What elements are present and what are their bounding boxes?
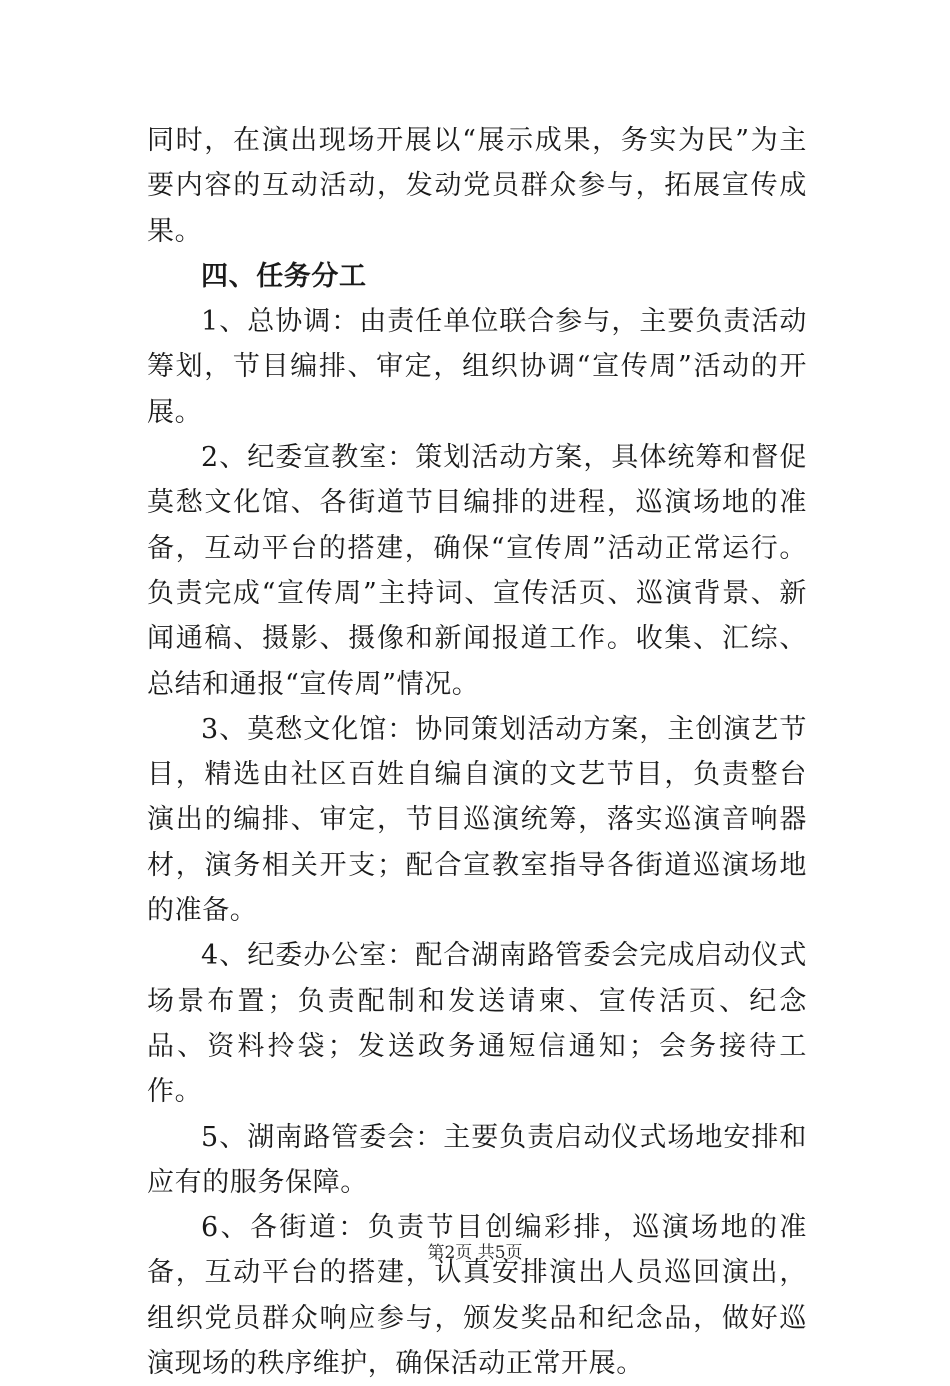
page-number-footer: 第2页 共5页 — [427, 1243, 523, 1263]
section-heading: 四、任务分工 — [201, 260, 367, 292]
paragraph-item-5: 5、湖南路管委会：主要负责启动仪式场地安排和应有的服务保障。 — [147, 1121, 807, 1198]
paragraph-intro-continued: 同时，在演出现场开展以“展示成果，务实为民”为主要内容的互动活动，发动党员群众参与，拓展宣传成果。 — [147, 125, 807, 247]
paragraph-item-1: 1、总协调：由责任单位联合参与，主要负责活动筹划，节目编排、审定，组织协调“宣传周”活动的开展。 — [147, 306, 807, 428]
paragraph-item-4: 4、纪委办公室：配合湖南路管委会完成启动仪式场景布置；负责配制和发送请柬、宣传活页、纪念品、资料拎袋；发送政务通短信通知；会务接待工作。 — [147, 940, 807, 1108]
paragraph-item-3: 3、莫愁文化馆：协同策划活动方案，主创演艺节目，精选由社区百姓自编自演的文艺节目，负责整台演出的编排、审定，节目巡演统筹，落实巡演音响器材，演务相关开支；配合宣教室指导各街道巡演场地的准备。 — [147, 713, 807, 927]
paragraph-item-2: 2、纪委宣教室：策划活动方案，具体统筹和督促莫愁文化馆、各街道节目编排的进程，巡演场地的准备，互动平台的搭建，确保“宣传周”活动正常运行。负责完成“宣传周”主持词、宣传活页、巡演背景、新闻通稿、摄影、摄像和新闻报道工作。收集、汇综、总结和通报“宣传周”情况。 — [147, 442, 807, 700]
paragraph-item-6: 6、各街道：负责节目创编彩排，巡演场地的准备，互动平台的搭建，认真安排演出人员巡回演出，组织党员群众响应参与，颁发奖品和纪念品，做好巡演现场的秩序维护，确保活动正常开展。 — [147, 1212, 807, 1380]
document-body — [147, 118, 807, 1386]
